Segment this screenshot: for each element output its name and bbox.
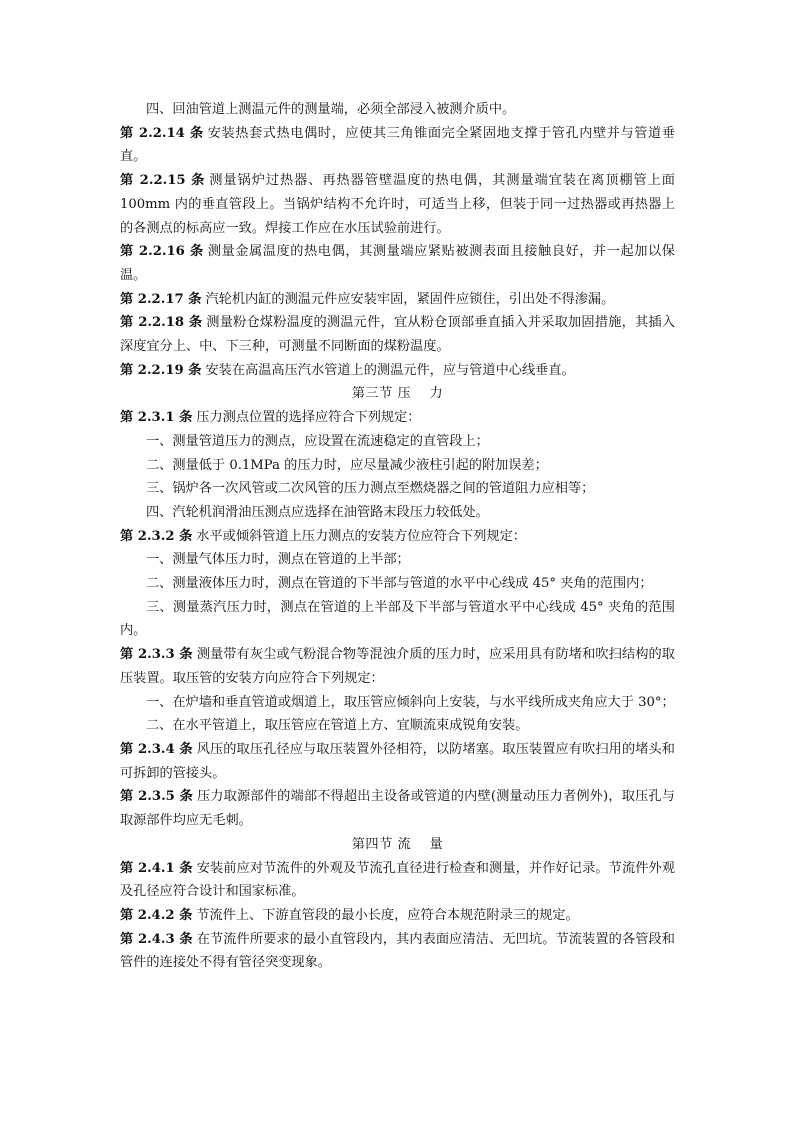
article-number: 第 2.4.1 条 bbox=[120, 860, 193, 876]
list-item: 三、锅炉各一次风管或二次风管的压力测点至燃烧器之间的管道阻力应相等； bbox=[146, 481, 595, 497]
list-item: 三、测量蒸汽压力时，测点在管道的上半部及下半部与管道水平中心线成 45° 夹角的范围内。 bbox=[120, 599, 675, 639]
article-number: 第 2.4.3 条 bbox=[120, 931, 193, 947]
section-heading: 第四节 流 量 bbox=[351, 836, 444, 852]
list-item: 一、测量管道压力的测点，应设置在流速稳定的直管段上； bbox=[146, 433, 489, 449]
article-number: 第 2.3.3 条 bbox=[120, 647, 193, 663]
section-heading: 第三节 压 力 bbox=[351, 386, 444, 402]
article-number: 第 2.2.16 条 bbox=[120, 244, 204, 260]
article-number: 第 2.3.2 条 bbox=[120, 528, 193, 544]
article-number: 第 2.3.5 条 bbox=[120, 789, 193, 805]
article-number: 第 2.3.1 条 bbox=[120, 410, 193, 426]
article-text: 节流件上、下游直管段的最小长度，应符合本规范附录三的规定。 bbox=[196, 907, 579, 923]
list-item: 一、测量气体压力时，测点在管道的上半部； bbox=[146, 552, 410, 568]
article-text: 测量带有灰尘或气粉混合物等混浊介质的压力时，应采用具有防堵和吹扫结构的取压装置。取压管的安装方向应符合下列规定： bbox=[120, 647, 675, 686]
article-number: 第 2.2.17 条 bbox=[120, 291, 202, 307]
article-text: 汽轮机内缸的测温元件应安装牢固，紧固件应锁住，引出处不得渗漏。 bbox=[205, 291, 615, 307]
article-text: 安装前应对节流件的外观及节流孔直径进行检查和测量，并作好记录。节流件外观及孔径应符合设计和国家标准。 bbox=[120, 860, 675, 900]
article-paragraph bbox=[120, 525, 675, 549]
document-page bbox=[120, 98, 675, 975]
list-item: 二、测量低于 0.1MPa 的压力时，应尽量减少液柱引起的附加误差； bbox=[146, 457, 548, 473]
article-paragraph bbox=[120, 359, 675, 383]
list-item: 四、汽轮机润滑油压测点应选择在油管路末段压力较低处。 bbox=[146, 504, 489, 520]
list-item: 二、测量液体压力时，测点在管道的下半部与管道的水平中心线成 45° 夹角的范围内； bbox=[146, 576, 653, 592]
article-text: 在节流件所要求的最小直管段内，其内表面应清洁、无凹坑。节流装置的各管段和管件的连接处不得有管径突变现象。 bbox=[120, 931, 675, 971]
article-paragraph bbox=[120, 240, 675, 287]
article-paragraph bbox=[120, 169, 675, 240]
article-number: 第 2.2.14 条 bbox=[120, 125, 204, 141]
article-paragraph bbox=[120, 738, 675, 785]
article-number: 第 2.2.15 条 bbox=[120, 173, 206, 189]
article-text: 安装热套式热电偶时，应使其三角锥面完全紧固地支撑于管孔内壁并与管道垂直。 bbox=[120, 125, 675, 165]
article-paragraph bbox=[120, 928, 675, 975]
article-paragraph bbox=[120, 288, 675, 312]
list-item: 四、回油管道上测温元件的测量端，必须全部浸入被测介质中。 bbox=[146, 102, 516, 117]
article-paragraph bbox=[120, 406, 675, 430]
list-item: 二、在水平管道上，取压管应在管道上方、宜顺流束成锐角安装。 bbox=[146, 718, 529, 734]
article-text: 测量粉仓煤粉温度的测温元件，宜从粉仓顶部垂直插入并采取加固措施，其插入深度宜分上、中、下三种，可测量不同断面的煤粉温度。 bbox=[120, 315, 676, 355]
article-paragraph bbox=[120, 857, 675, 904]
article-number: 第 2.2.18 条 bbox=[120, 315, 203, 331]
article-number: 第 2.4.2 条 bbox=[120, 907, 193, 923]
article-paragraph bbox=[120, 122, 675, 169]
list-item: 一、在炉墙和垂直管道或烟道上，取压管应倾斜向上安装，与水平线所成夹角应大于 30°； bbox=[146, 694, 675, 710]
article-paragraph bbox=[120, 311, 675, 358]
article-paragraph bbox=[120, 643, 675, 690]
article-text: 安装在高温高压汽水管道上的测温元件，应与管道中心线垂直。 bbox=[205, 362, 575, 378]
article-number: 第 2.2.19 条 bbox=[120, 362, 202, 378]
article-text: 测量锅炉过热器、再热器管壁温度的热电偶，其测量端宜装在离顶棚管上面 100mm 内的垂直管段上。当锅炉结构不允许时，可适当上移，但装于同一过热器或再热器上的各测点的标高应一致。焊接工作应在水压试验前进行。 bbox=[120, 173, 675, 236]
article-text: 压力测点位置的选择应符合下列规定： bbox=[196, 410, 421, 426]
article-text: 压力取源部件的端部不得超出主设备或管道的内壁(测量动压力者例外)，取压孔与取源部件均应无毛刺。 bbox=[120, 789, 675, 829]
article-text: 水平或倾斜管道上压力测点的安装方位应符合下列规定： bbox=[196, 528, 526, 544]
article-text: 风压的取压孔径应与取压装置外径相符，以防堵塞。取压装置应有吹扫用的堵头和可拆卸的管接头。 bbox=[120, 741, 675, 781]
article-text: 测量金属温度的热电偶，其测量端应紧贴被测表面且接触良好，并一起加以保温。 bbox=[120, 244, 675, 283]
article-paragraph bbox=[120, 904, 675, 928]
article-number: 第 2.3.4 条 bbox=[120, 741, 193, 757]
article-paragraph bbox=[120, 785, 675, 832]
